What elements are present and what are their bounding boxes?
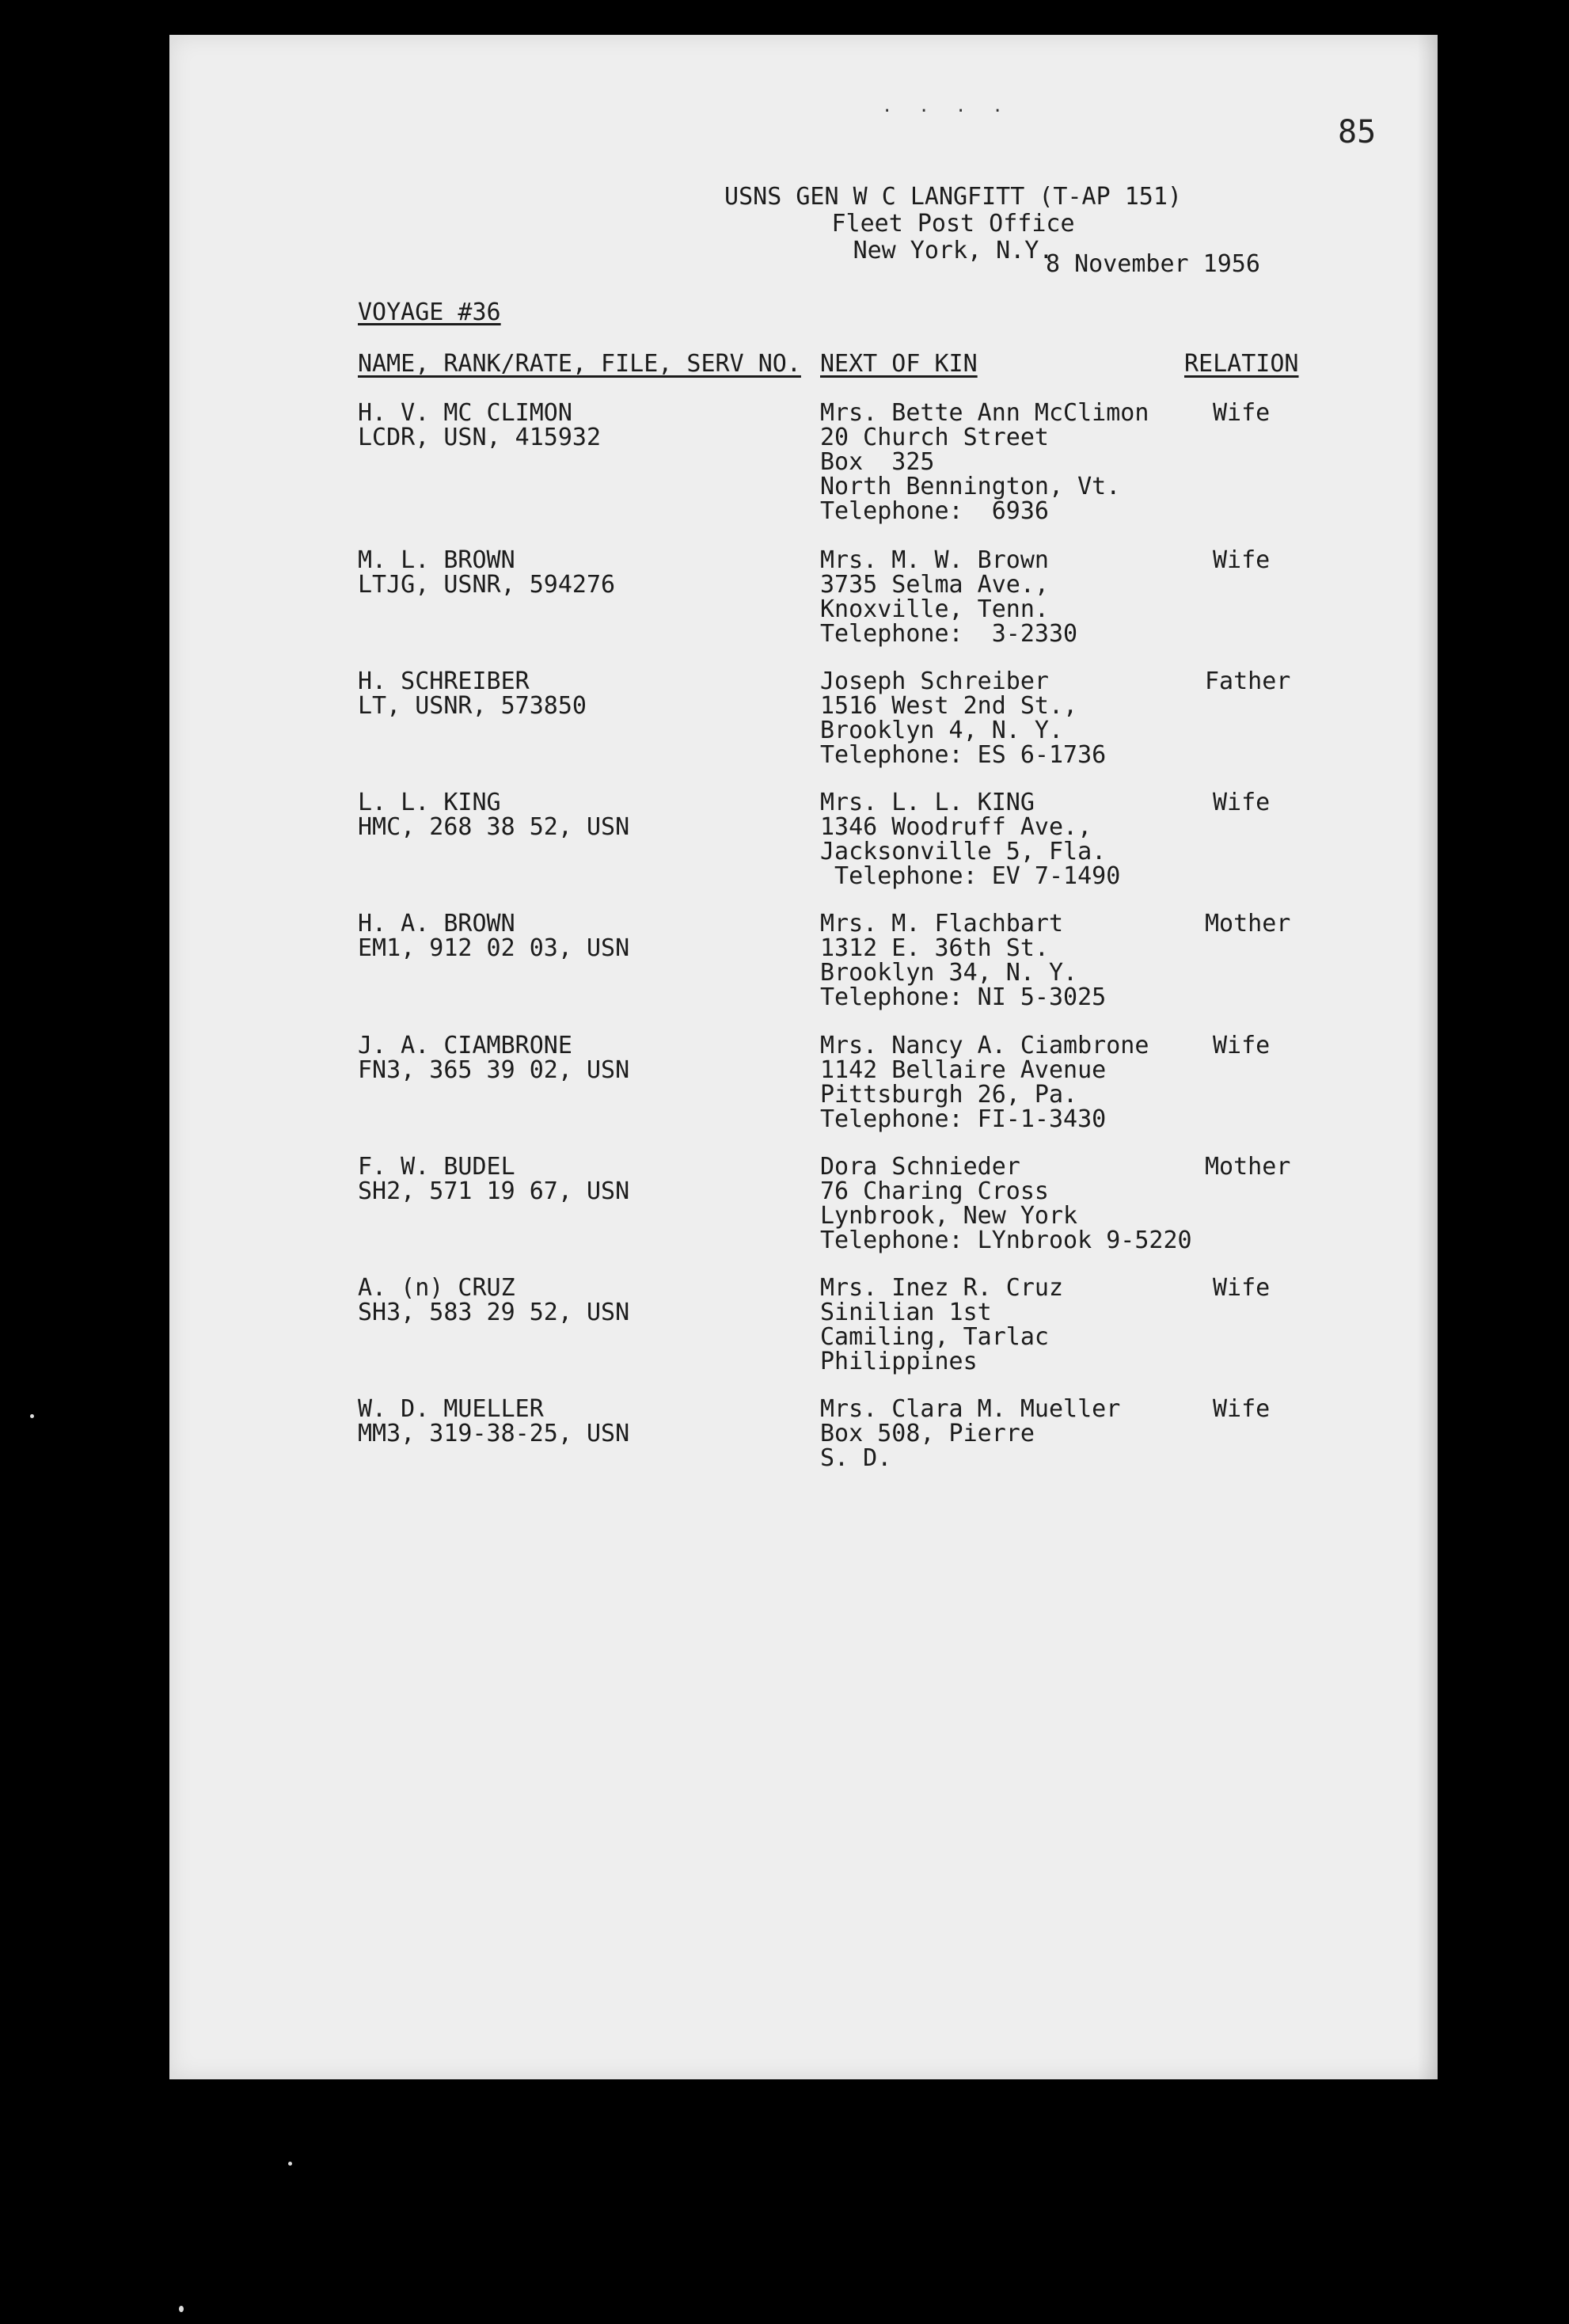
crew-member-name: W. D. MUELLER (358, 1395, 544, 1423)
next-of-kin-address-line: Sinilian 1st (820, 1299, 992, 1326)
next-of-kin-address-line: Telephone: 3-2330 (820, 620, 1078, 648)
next-of-kin-address-line: Brooklyn 4, N. Y. (820, 717, 1064, 744)
next-of-kin-name: Mrs. L. L. KING (820, 789, 1035, 816)
next-of-kin-address-line: Box 325 (820, 448, 935, 476)
crew-member-name: L. L. KING (358, 789, 501, 816)
crew-member (358, 1033, 629, 1082)
relation: Mother (1205, 1153, 1291, 1181)
top-marks: . . . . (882, 97, 1011, 116)
dust-speck (30, 1414, 34, 1418)
next-of-kin-address-line: Philippines (820, 1348, 978, 1375)
crew-member-rank-service-number: HMC, 268 38 52, USN (358, 813, 630, 841)
next-of-kin-address-line: Telephone: 6936 (820, 497, 1049, 525)
crew-member-name: H. SCHREIBER (358, 668, 530, 695)
next-of-kin-address-line: Brooklyn 34, N. Y. (820, 959, 1078, 987)
next-of-kin-name: Joseph Schreiber (820, 668, 1049, 695)
dust-speck (179, 2306, 184, 2312)
relation: Wife (1213, 399, 1271, 427)
document-date: 8 November 1956 (1046, 250, 1260, 278)
relation: Wife (1213, 1395, 1271, 1423)
next-of-kin (820, 1397, 1120, 1470)
crew-member (358, 669, 587, 718)
next-of-kin-address-line: Box 508, Pierre (820, 1420, 1035, 1447)
next-of-kin-address-line: 1346 Woodruff Ave., (820, 813, 1092, 841)
next-of-kin-address-line: Lynbrook, New York (820, 1202, 1078, 1230)
crew-member-name: M. L. BROWN (358, 546, 515, 574)
next-of-kin (820, 1154, 1192, 1253)
relation: Mother (1205, 910, 1291, 938)
crew-member-name: F. W. BUDEL (358, 1153, 515, 1181)
next-of-kin-name: Mrs. Clara M. Mueller (820, 1395, 1121, 1423)
crew-member (358, 1397, 629, 1446)
crew-member (358, 401, 601, 450)
relation: Wife (1213, 1032, 1271, 1059)
crew-member-rank-service-number: LT, USNR, 573850 (358, 692, 587, 720)
next-of-kin (820, 1033, 1149, 1132)
crew-member (358, 1154, 629, 1204)
next-of-kin-address-line: Pittsburgh 26, Pa. (820, 1081, 1078, 1109)
crew-member-rank-service-number: LCDR, USN, 415932 (358, 424, 602, 451)
dust-speck (288, 2162, 292, 2166)
column-header-relation: RELATION (1184, 350, 1299, 378)
next-of-kin-address-line: 3735 Selma Ave., (820, 571, 1049, 599)
crew-member-name: A. (n) CRUZ (358, 1274, 515, 1302)
next-of-kin-address-line: Telephone: LYnbrook 9-5220 (820, 1227, 1192, 1254)
next-of-kin (820, 911, 1106, 1010)
next-of-kin (820, 669, 1106, 767)
next-of-kin-address-line: 1516 West 2nd St., (820, 692, 1078, 720)
crew-member-name: J. A. CIAMBRONE (358, 1032, 572, 1059)
crew-member-rank-service-number: FN3, 365 39 02, USN (358, 1056, 630, 1084)
next-of-kin-address-line: Knoxville, Tenn. (820, 595, 1049, 623)
next-of-kin-address-line: 20 Church Street (820, 424, 1049, 451)
document-page (169, 35, 1438, 2079)
column-header-next-of-kin: NEXT OF KIN (820, 350, 978, 378)
next-of-kin-name: Dora Schnieder (820, 1153, 1020, 1181)
next-of-kin-name: Mrs. Inez R. Cruz (820, 1274, 1064, 1302)
crew-member (358, 790, 629, 839)
next-of-kin (820, 401, 1149, 523)
next-of-kin-address-line: Telephone: EV 7-1490 (820, 862, 1121, 890)
relation: Wife (1213, 789, 1271, 816)
crew-member (358, 548, 615, 597)
next-of-kin-address-line: Telephone: ES 6-1736 (820, 741, 1107, 769)
crew-member-name: H. V. MC CLIMON (358, 399, 572, 427)
next-of-kin-address-line: 76 Charing Cross (820, 1177, 1049, 1205)
next-of-kin-address-line: 1142 Bellaire Avenue (820, 1056, 1107, 1084)
column-header-name: NAME, RANK/RATE, FILE, SERV NO. (358, 350, 801, 378)
next-of-kin-address-line: 1312 E. 36th St. (820, 934, 1049, 962)
relation: Wife (1213, 1274, 1271, 1302)
next-of-kin (820, 548, 1077, 646)
next-of-kin-address-line: S. D. (820, 1444, 892, 1472)
crew-member-rank-service-number: SH3, 583 29 52, USN (358, 1299, 630, 1326)
relation: Father (1205, 668, 1291, 695)
crew-member-rank-service-number: LTJG, USNR, 594276 (358, 571, 616, 599)
crew-member (358, 1276, 629, 1325)
letterhead-city: New York, N.Y. (853, 237, 1054, 264)
next-of-kin-address-line: North Bennington, Vt. (820, 473, 1121, 500)
crew-member-name: H. A. BROWN (358, 910, 515, 938)
letterhead-ship: USNS GEN W C LANGFITT (T-AP 151) (724, 183, 1182, 211)
relation: Wife (1213, 546, 1271, 574)
letterhead-post-office: Fleet Post Office (831, 210, 1075, 238)
next-of-kin-name: Mrs. Nancy A. Ciambrone (820, 1032, 1149, 1059)
next-of-kin-address-line: Telephone: NI 5-3025 (820, 983, 1107, 1011)
next-of-kin-name: Mrs. Bette Ann McClimon (820, 399, 1149, 427)
next-of-kin-name: Mrs. M. W. Brown (820, 546, 1049, 574)
crew-member (358, 911, 629, 960)
crew-member-rank-service-number: EM1, 912 02 03, USN (358, 934, 630, 962)
voyage-number: VOYAGE #36 (358, 299, 501, 326)
next-of-kin-address-line: Jacksonville 5, Fla. (820, 838, 1107, 865)
next-of-kin (820, 1276, 1063, 1374)
crew-member-rank-service-number: SH2, 571 19 67, USN (358, 1177, 630, 1205)
next-of-kin (820, 790, 1120, 888)
next-of-kin-address-line: Telephone: FI-1-3430 (820, 1105, 1107, 1133)
page-number: 85 (1338, 114, 1377, 150)
crew-member-rank-service-number: MM3, 319-38-25, USN (358, 1420, 630, 1447)
next-of-kin-name: Mrs. M. Flachbart (820, 910, 1064, 938)
next-of-kin-address-line: Camiling, Tarlac (820, 1323, 1049, 1351)
